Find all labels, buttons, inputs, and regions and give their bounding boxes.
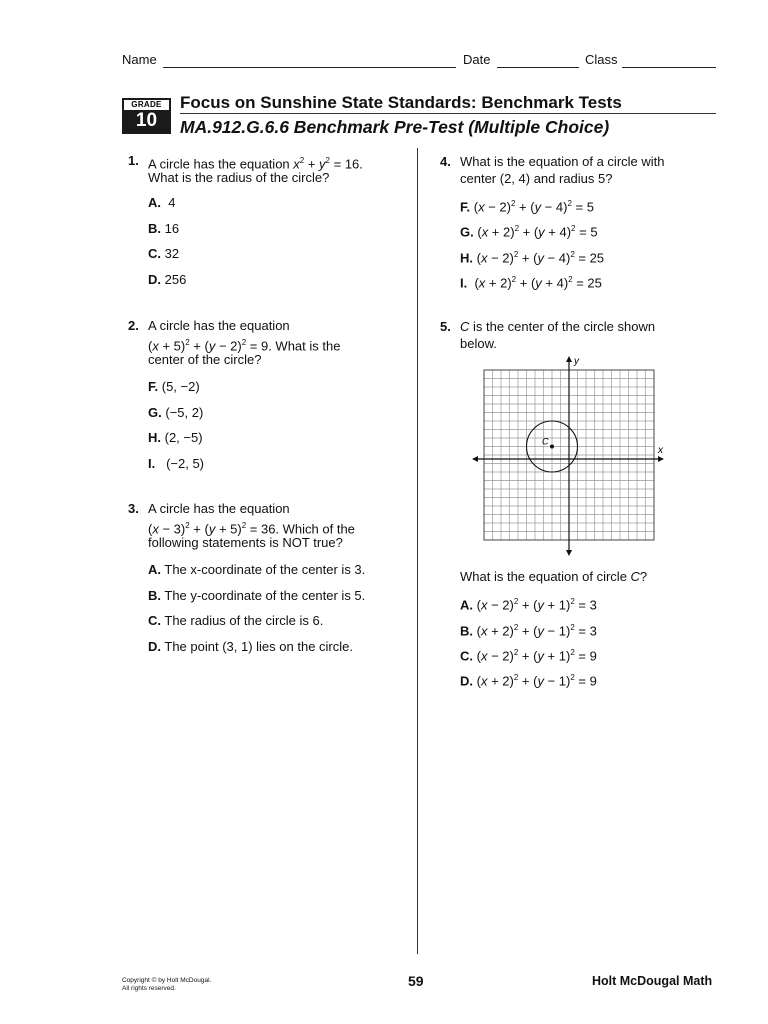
answer-choice[interactable]: B. The y-coordinate of the center is 5. [148, 588, 366, 603]
question-text: A circle has the equation [148, 501, 290, 516]
page-number: 59 [408, 973, 424, 989]
x-axis-arrow-left [472, 456, 478, 462]
question-text: below. [460, 336, 497, 351]
column-divider [417, 148, 418, 954]
question-text: center (2, 4) and radius 5? [460, 171, 613, 186]
answer-choice[interactable]: F. $(x - 2)^2 + (y - 4)^2 = 5$ [460, 199, 594, 215]
center-label-inline: C [460, 319, 470, 334]
question-number: 3. [128, 501, 139, 516]
answer-choice[interactable]: D. 256 [148, 272, 187, 287]
y-axis-label: y [574, 356, 579, 367]
y-axis-arrow-up [566, 356, 572, 362]
answer-choice[interactable]: D. $(x + 2)^2 + (y - 1)^2 = 9$ [460, 673, 597, 689]
answer-choice[interactable]: F. (5, −2) [148, 379, 200, 394]
answer-choice[interactable]: C. The radius of the circle is 6. [148, 613, 324, 628]
question-text: A circle has the equation [148, 318, 290, 333]
page-subtitle: MA.912.G.6.6 Benchmark Pre-Test (Multiple Choice) [180, 117, 610, 137]
answer-choice[interactable]: A. $(x - 2)^2 + (y + 1)^2 = 3$ [460, 597, 597, 613]
name-blank[interactable] [163, 67, 456, 68]
answer-choice[interactable]: B. $(x + 2)^2 + (y - 1)^2 = 3$ [460, 623, 597, 639]
question-text: What is the radius of the circle? [148, 170, 330, 185]
question-4 [440, 153, 730, 186]
center-label: C [542, 436, 549, 447]
question-text: following statements is NOT true? [148, 535, 343, 550]
answer-choice[interactable]: I. (−2, 5) [148, 456, 205, 471]
answer-choice[interactable]: G. $(x + 2)^2 + (y + 4)^2 = 5$ [460, 224, 598, 240]
title-divider [180, 113, 716, 114]
center-point [550, 445, 554, 449]
x-axis-label: x [658, 445, 663, 456]
question-text: A circle has the equation [148, 156, 294, 172]
answer-choice[interactable]: C. 32 [148, 246, 180, 261]
grade-badge [122, 98, 171, 134]
answer-choice[interactable]: C. $(x - 2)^2 + (y + 1)^2 = 9$ [460, 648, 597, 664]
name-label: Name [122, 52, 157, 67]
date-blank[interactable] [497, 67, 579, 68]
publisher-brand: Holt McDougal Math [592, 974, 713, 988]
answer-choice[interactable]: A. The x-coordinate of the center is 3. [148, 562, 366, 577]
class-label: Class [585, 52, 618, 67]
question-text: center of the circle? [148, 352, 262, 367]
copyright: Copyright © by Holt McDougal. All rights reserved. [122, 977, 212, 992]
question-number: 2. [128, 318, 139, 333]
question-5-prompt: What is the equation of circle C? [460, 569, 648, 584]
y-axis-arrow-down [566, 550, 572, 556]
answer-choice[interactable]: I. $(x + 2)^2 + (y + 4)^2 = 25$ [460, 275, 602, 291]
grade-badge-number: 10 [135, 110, 158, 131]
answer-choice[interactable]: B. 16 [148, 221, 180, 236]
question-text: is the center of the circle shown [469, 319, 656, 334]
question-number: 4. [440, 154, 451, 169]
answer-choice[interactable]: H. (2, −5) [148, 430, 203, 445]
grade-badge-label: GRADE [124, 100, 169, 110]
date-label: Date [463, 52, 491, 67]
question-text: What is the equation of a circle with [460, 154, 665, 169]
question-1: 1. A circle has the equation $x^2 + y^2 = 16$. What is the radius of the circle? [128, 153, 363, 185]
question-number: 1. [128, 153, 139, 168]
answer-choice[interactable]: D. The point (3, 1) lies on the circle. [148, 639, 353, 654]
class-blank[interactable] [622, 67, 716, 68]
question-3: 3. A circle has the equation $(x - 3)^2 + (y + 5)^2 = 36$. Which of the following statements is NOT true? [128, 501, 355, 550]
answer-choice[interactable]: A. 4 [148, 195, 176, 210]
coordinate-grid [468, 352, 672, 562]
answer-choice[interactable]: G. (−5, 2) [148, 405, 204, 420]
answer-choice[interactable]: H. $(x - 2)^2 + (y - 4)^2 = 25$ [460, 250, 605, 266]
question-5 [440, 318, 730, 351]
x-axis-arrow-right [658, 456, 664, 462]
page-title: Focus on Sunshine State Standards: Benchmark Tests [180, 93, 622, 112]
question-2: 2. A circle has the equation $(x + 5)^2 + (y - 2)^2 = 9$. What is the center of the circle? [128, 318, 341, 367]
question-number: 5. [440, 319, 451, 334]
